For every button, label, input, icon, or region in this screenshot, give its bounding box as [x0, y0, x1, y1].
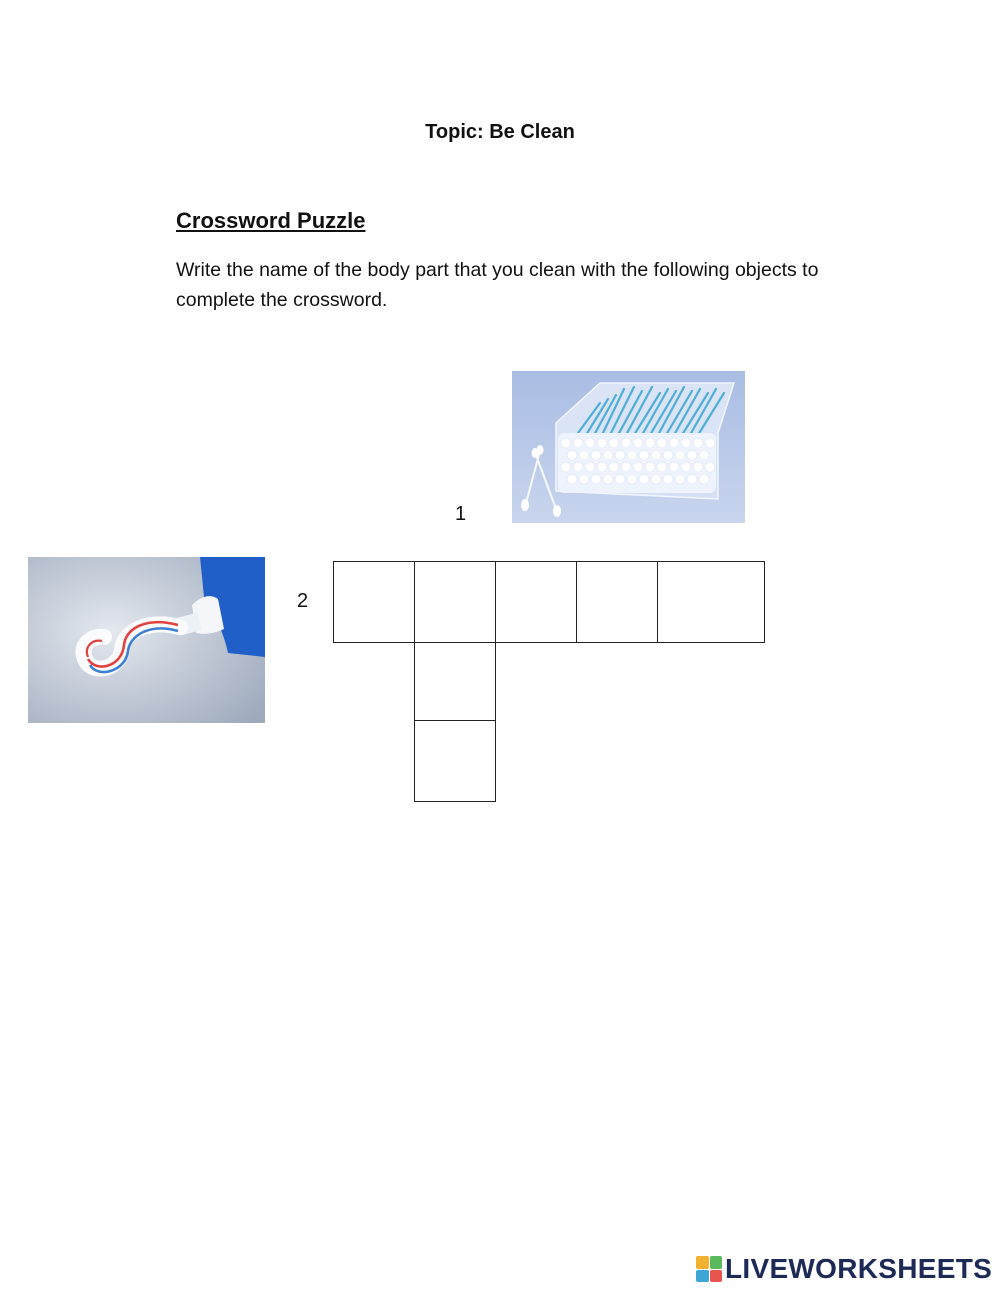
logo-mark-icon [696, 1256, 722, 1282]
crossword-cell-2-2[interactable] [414, 561, 496, 643]
crossword-cell-2-3[interactable] [495, 561, 577, 643]
crossword-cell-1-2[interactable] [414, 642, 496, 721]
cotton-swabs-image [512, 371, 745, 523]
topic-title: Topic: Be Clean [425, 121, 575, 143]
section-heading: Crossword Puzzle [176, 208, 366, 233]
clue-number-1: 1 [455, 503, 467, 525]
crossword-cell-2-4[interactable] [576, 561, 658, 643]
liveworksheets-logo [696, 1254, 992, 1284]
crossword-cell-2-5[interactable] [657, 561, 765, 643]
clue-number-2: 2 [297, 590, 309, 612]
instructions-text: Write the name of the body part that you clean with the following objects to complete the crossword. [176, 259, 819, 311]
logo-text: LIVEWORKSHEETS [725, 1253, 993, 1284]
crossword-cell-1-3[interactable] [414, 720, 496, 802]
crossword-cell-2-1[interactable] [333, 561, 415, 643]
toothpaste-image [28, 557, 265, 723]
